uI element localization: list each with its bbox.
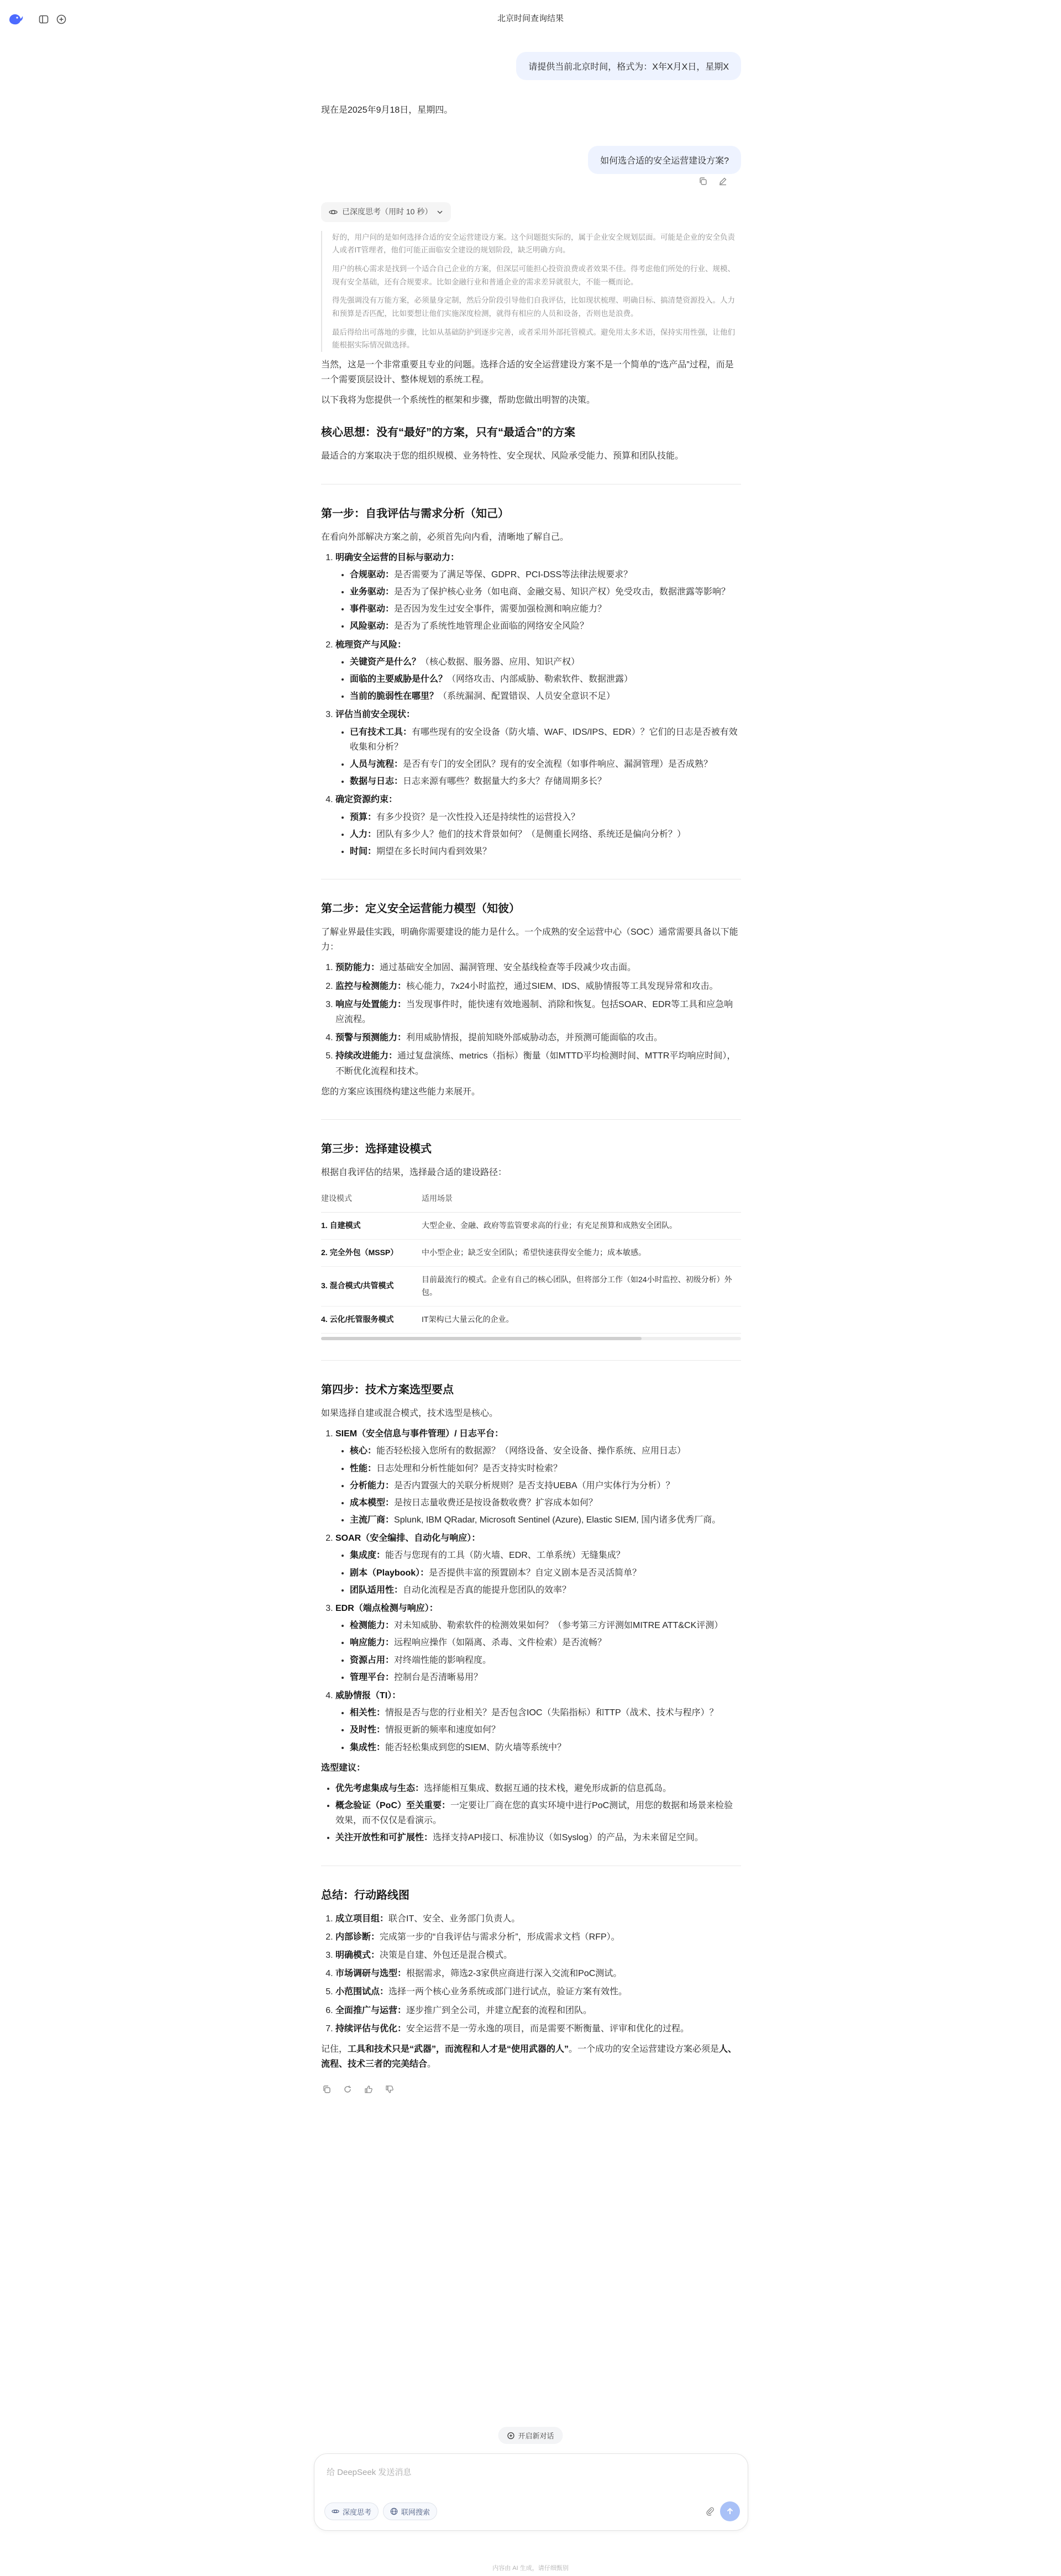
answer-actions — [321, 2084, 741, 2095]
list-item-text: 逐步推广到全公司，并建立配套的流程和团队。 — [406, 2005, 592, 2015]
list-item-label: 明确模式： — [335, 1951, 380, 1961]
user-message-tools — [697, 176, 728, 187]
sub-item-text: 是否需要为了满足等保、GDPR、PCI-DSS等法律法规要求？ — [394, 570, 633, 580]
sub-item-text: 是否提供丰富的预置剧本？自定义剧本是否灵活简单？ — [429, 1568, 642, 1578]
table-cell-scenario: 中小型企业；缺乏安全团队；希望快速获得安全能力；成本敏感。 — [422, 1239, 741, 1266]
section-heading: 第一步：自我评估与需求分析（知己） — [321, 507, 509, 520]
list-item — [335, 638, 741, 704]
sub-list — [335, 567, 741, 634]
sub-list — [335, 655, 741, 704]
sub-item-label: 当前的脆弱性在哪里？ — [350, 692, 439, 702]
sub-item-text: 是否内置强大的关联分析规则？是否支持UEBA（用户实体行为分析）？ — [394, 1481, 675, 1490]
sub-list-item — [350, 1740, 741, 1755]
list-item-title: SOAR（安全编排、自动化与响应）： — [335, 1534, 481, 1544]
sub-list-item — [350, 1566, 741, 1581]
section-text: 您的方案应该围绕构建这些能力来展开。 — [321, 1087, 481, 1097]
list-item — [335, 997, 741, 1027]
sub-item-label: 分析能力： — [350, 1481, 395, 1490]
roadmap-list — [321, 1911, 741, 2036]
list-item-text: 核心能力，7x24小时监控，通过SIEM、IDS、威胁情报等工具发现异常和攻击。 — [406, 981, 718, 991]
sub-item-label: 集成性： — [350, 1742, 386, 1752]
new-chat-button[interactable] — [498, 2427, 563, 2444]
list-item — [335, 707, 741, 789]
table-header-cell: 适用场景 — [422, 1186, 741, 1212]
sub-list — [335, 810, 741, 860]
sub-item-label: 资源占用： — [350, 1655, 395, 1665]
sub-item-text: 日志来源有哪些？数据量大约多大？存储周期多长？ — [403, 777, 607, 787]
thinking-label: 已深度思考（用时 10 秒） — [342, 207, 433, 216]
sub-item-text: 能否与您现有的工具（防火墙、EDR、工单系统）无缝集成？ — [385, 1551, 625, 1561]
sub-item-label: 成本模型： — [350, 1498, 395, 1508]
sub-item-label: 人员与流程： — [350, 759, 403, 769]
edit-icon[interactable] — [717, 176, 728, 187]
deep-think-toggle[interactable] — [324, 2503, 379, 2520]
sub-list-item — [350, 1444, 741, 1458]
list-item — [335, 1030, 741, 1045]
sub-item-text: 控制台是否清晰易用？ — [394, 1672, 483, 1682]
ai-disclaimer: 内容由 AI 生成，请仔细甄别 — [492, 2565, 569, 2572]
list-item-text: 选择能相互集成、数据互通的技术栈，避免形成新的信息孤岛。 — [424, 1783, 672, 1793]
new-chat-icon — [507, 2432, 514, 2440]
sub-list-item — [350, 844, 741, 859]
sub-item-text: 对未知威胁、勒索软件的检测效果如何？（参考第三方评测如MITRE ATT&CK评测） — [394, 1621, 723, 1631]
list-item — [335, 1798, 741, 1828]
list-item — [335, 1049, 741, 1078]
sub-item-text: 自动化流程是否真的能提升您团队的效率？ — [403, 1585, 571, 1595]
list-item-label: 成立项目组： — [335, 1914, 389, 1924]
copy-icon[interactable] — [697, 176, 708, 187]
sub-list-item — [350, 655, 741, 670]
send-button[interactable] — [720, 2501, 740, 2521]
sub-item-label: 检测能力： — [350, 1621, 395, 1631]
sub-list-item — [350, 1478, 741, 1493]
list-item-label: 概念验证（PoC）至关重要： — [335, 1801, 451, 1811]
regenerate-icon[interactable] — [342, 2084, 353, 2095]
list-item — [335, 1966, 741, 1981]
sub-list-item — [350, 1513, 741, 1527]
list-item — [335, 1531, 741, 1598]
list-item-label: 市场调研与选型： — [335, 1969, 407, 1979]
chevron-down-icon — [437, 209, 443, 215]
sub-item-text: 远程响应操作（如隔离、杀毒、文件检索）是否流畅？ — [394, 1638, 607, 1648]
assistant-message — [321, 103, 741, 118]
sub-list-item — [350, 1461, 741, 1476]
sub-item-text: （核心数据、服务器、应用、知识产权） — [421, 657, 580, 667]
list-item — [335, 1426, 741, 1527]
user-message-row — [321, 146, 741, 175]
list-item-text: 完成第一步的“自我评估与需求分析”，形成需求文档（RFP）。 — [380, 1932, 620, 1942]
sub-item-label: 数据与日志： — [350, 777, 403, 787]
table-header-row — [321, 1186, 741, 1212]
thinking-paragraph: 好的，用户问的是如何选择合适的安全运营建设方案。这个问题挺实际的，属于企业安全规划层面。可能是企业的安全负责人或者IT管理者，他们可能正面临安全建设的规划阶段，缺乏明确方向。 — [332, 233, 735, 255]
sub-item-label: 及时性： — [350, 1725, 386, 1735]
sub-item-text: Splunk, IBM QRadar, Microsoft Sentinel (Azure), Elastic SIEM, 国内诸多优秀厂商。 — [394, 1515, 721, 1525]
list-item — [335, 979, 741, 994]
globe-icon — [390, 2507, 398, 2515]
section-heading: 第二步：定义安全运营能力模型（知彼） — [321, 903, 520, 915]
list-item-text: 一定要让厂商在您的真实环境中进行PoC测试，用您的数据和场景来检验效果，而不仅仅是看演示。 — [335, 1801, 733, 1826]
web-search-toggle[interactable] — [383, 2503, 437, 2520]
sub-list-item — [350, 602, 741, 617]
table-cell-mode: 1. 自建模式 — [321, 1212, 422, 1239]
list-item — [335, 1830, 741, 1845]
message-composer — [314, 2453, 748, 2531]
sub-item-label: 管理平台： — [350, 1672, 395, 1682]
advice-title: 选型建议： — [321, 1763, 366, 1773]
sub-item-label: 性能： — [350, 1463, 377, 1473]
sub-list-item — [350, 567, 741, 582]
section-text: 如果选择自建或混合模式，技术选型是核心。 — [321, 1408, 498, 1418]
list-item-label: 响应与处置能力： — [335, 999, 407, 1009]
deep-think-icon — [329, 208, 338, 217]
sub-list-item — [350, 1670, 741, 1685]
list-item-text: 利用威胁情报，提前知晓外部威胁动态，并预测可能面临的攻击。 — [406, 1033, 663, 1043]
thinking-paragraph: 用户的核心需求是找到一个适合自己企业的方案，但深层可能担心投资浪费或者效果不佳。得考虑他们所处的行业、规模、现有安全基础，还有合规要求。比如金融行业和普通企业的需求差异就很大，不能一概而论。 — [332, 265, 735, 286]
list-item-label: 优先考虑集成与生态： — [335, 1783, 424, 1793]
sub-item-text: 期望在多长时间内看到效果？ — [376, 846, 492, 856]
sub-item-text: 能否轻松集成到您的SIEM、防火墙等系统中？ — [385, 1742, 566, 1752]
sub-list — [335, 1705, 741, 1755]
answer-intro: 当然，这是一个非常重要且专业的问题。选择合适的安全运营建设方案不是一个简单的“选产品”过程，而是一个需要顶层设计、整体规划的系统工程。 — [321, 360, 734, 384]
table-row — [321, 1307, 741, 1334]
list-item-title: 梳理资产与风险： — [335, 640, 407, 650]
thinking-content — [321, 231, 741, 352]
sub-item-text: 有哪些现有的安全设备（防火墙、WAF、IDS/IPS、EDR）？它们的日志是否被有效收集和分析？ — [350, 727, 738, 752]
sub-list-item — [350, 1705, 741, 1720]
sub-item-text: 能否轻松接入您所有的数据源？（网络设备、安全设备、操作系统、应用日志） — [376, 1446, 686, 1456]
sub-item-text: 情报更新的频率和速度如何？ — [385, 1725, 501, 1735]
list-item — [335, 1688, 741, 1755]
sub-item-text: 是否为了系统性地管理企业面临的网络安全风险？ — [394, 621, 589, 631]
sub-list-item — [350, 1722, 741, 1737]
sub-item-label: 剧本（Playbook）： — [350, 1568, 429, 1578]
sub-list-item — [350, 619, 741, 634]
sub-list-item — [350, 1653, 741, 1668]
thumbs-down-icon[interactable] — [384, 2084, 395, 2095]
divider — [321, 1119, 741, 1120]
list-item — [335, 1948, 741, 1963]
conversation-title: 北京时间查询结果 — [497, 13, 564, 23]
sub-item-label: 集成度： — [350, 1551, 386, 1561]
list-item-label: 预防能力： — [335, 963, 380, 973]
sub-item-text: 是否为了保护核心业务（如电商、金融交易、知识产权）免受攻击，数据泄露等影响？ — [394, 587, 731, 597]
table-cell-mode: 4. 云化/托管服务模式 — [321, 1307, 422, 1334]
list-item-text: 通过复盘演练、metrics（指标）衡量（如MTTD平均检测时间、MTTR平均响应时间），不断优化流程和技术。 — [335, 1051, 736, 1076]
arrow-up-icon — [726, 2507, 734, 2516]
section-heading: 第四步：技术方案选型要点 — [321, 1383, 454, 1396]
sub-list-item — [350, 1635, 741, 1650]
sub-item-text: 是否因为发生过安全事件，需要加强检测和响应能力？ — [394, 604, 607, 614]
list-item-title: 评估当前安全现状： — [335, 710, 416, 720]
list-item-text: 安全运营不是一劳永逸的项目，而是需要不断衡量、评审和优化的过程。 — [406, 2024, 690, 2034]
user-message-bubble: 如何选合适的安全运营建设方案? — [588, 146, 741, 174]
sub-list-item — [350, 1618, 741, 1633]
sub-item-label: 已有技术工具： — [350, 727, 412, 737]
deep-think-icon — [332, 2507, 339, 2515]
assistant-message — [321, 202, 741, 2095]
list-item-label: 预警与预测能力： — [335, 1033, 407, 1043]
sub-list — [335, 1618, 741, 1685]
list-item — [335, 1930, 741, 1945]
step2-list — [321, 960, 741, 1078]
thinking-paragraph: 得先强调没有万能方案，必须量身定制，然后分阶段引导他们自我评估，比如现状梳理、明确目标、搞清楚资源投入。人力和预算是否匹配，比如要想让他们实施深度检测，就得有相应的人员和设备，否则也是浪费。 — [332, 296, 735, 318]
advice-list — [321, 1781, 741, 1846]
table-row — [321, 1212, 741, 1239]
paperclip-icon[interactable] — [705, 2506, 716, 2517]
sub-item-label: 预算： — [350, 812, 377, 822]
closing-text: 记住，工具和技术只是“武器”，而流程和人才是“使用武器的人”。一个成功的安全运营建设方案必须是人、流程、技术三者的完美结合。 — [321, 2044, 737, 2069]
step4-list — [321, 1426, 741, 1755]
section-text: 根据自我评估的结果，选择最合适的建设路径： — [321, 1167, 507, 1177]
table-cell-scenario: 大型企业、金融、政府等监管要求高的行业；有充足预算和成熟安全团队。 — [422, 1212, 741, 1239]
list-item — [335, 1781, 741, 1796]
left-rail — [0, 0, 72, 2576]
list-item-title: 明确安全运营的目标与驱动力： — [335, 552, 460, 562]
section-text: 最适合的方案取决于您的组织规模、业务特性、安全现状、风险承受能力、预算和团队技能。 — [321, 451, 684, 461]
sub-list-item — [350, 672, 741, 687]
web-search-label: 联网搜索 — [401, 2507, 430, 2516]
table-cell-mode: 2. 完全外包（MSSP） — [321, 1239, 422, 1266]
sub-item-text: 团队有多少人？他们的技术背景如何？（是侧重长网络、系统还是偏向分析？） — [376, 829, 686, 839]
sub-item-text: 对终端性能的影响程度。 — [394, 1655, 492, 1665]
sub-list-item — [350, 1495, 741, 1510]
sub-item-label: 相关性： — [350, 1708, 386, 1718]
sub-item-text: 有多少投资？是一次性投入还是持续性的运营投入？ — [376, 812, 580, 822]
section-text: 了解业界最佳实践，明确你需要建设的能力是什么。一个成熟的安全运营中心（SOC）通常需要具备以下能力： — [321, 928, 738, 952]
message-input[interactable] — [327, 2464, 713, 2480]
sub-item-text: （网络攻击、内部威胁、勒索软件、数据泄露） — [447, 675, 633, 684]
sub-list-item — [350, 584, 741, 599]
sub-item-label: 时间： — [350, 846, 377, 856]
section-heading: 第三步：选择建设模式 — [321, 1142, 432, 1155]
user-message-bubble: 请提供当前北京时间，格式为：X年X月X日，星期X — [516, 52, 741, 80]
sub-list-item — [350, 1583, 741, 1598]
section-heading: 核心思想：没有“最好”的方案，只有“最适合”的方案 — [321, 426, 575, 439]
list-item-text: 当发现事件时，能快速有效地遏制、消除和恢复。包括SOAR、EDR等工具和应急响应流程。 — [335, 999, 733, 1025]
sub-item-label: 事件驱动： — [350, 604, 395, 614]
sub-item-label: 关键资产是什么？ — [350, 657, 421, 667]
build-mode-table — [321, 1186, 741, 1334]
section-heading: 总结：行动路线图 — [321, 1889, 409, 1901]
list-item-label: 关注开放性和可扩展性： — [335, 1833, 433, 1843]
new-chat-label: 开启新对话 — [518, 2432, 554, 2440]
sub-item-label: 面临的主要威胁是什么？ — [350, 675, 448, 684]
table-cell-scenario: IT架构已大量云化的企业。 — [422, 1307, 741, 1334]
list-item-text: 联合IT、安全、业务部门负责人。 — [388, 1914, 521, 1924]
list-item-label: 持续评估与优化： — [335, 2024, 407, 2034]
sub-list-item — [350, 757, 741, 772]
list-item — [335, 2003, 741, 2018]
list-item-text: 决策是自建、外包还是混合模式。 — [380, 1951, 513, 1961]
list-item-text: 通过基础安全加固、漏洞管理、安全基线检查等手段减少攻击面。 — [380, 963, 637, 973]
sub-list-item — [350, 725, 741, 755]
section-text: 在看向外部解决方案之前，必须首先向内看，清晰地了解自己。 — [321, 532, 569, 542]
list-item-label: 持续改进能力： — [335, 1051, 398, 1061]
list-item-text: 根据需求，筛选2-3家供应商进行深入交流和PoC测试。 — [406, 1969, 622, 1979]
list-item-title: SIEM（安全信息与事件管理）/ 日志平台： — [335, 1429, 504, 1439]
list-item-label: 小范围试点： — [335, 1987, 389, 1997]
deep-think-label: 深度思考 — [343, 2507, 372, 2516]
sub-item-label: 主流厂商： — [350, 1515, 395, 1525]
list-item — [335, 1601, 741, 1685]
copy-icon[interactable] — [321, 2084, 332, 2095]
sub-item-text: （系统漏洞、配置错误、人员安全意识不足） — [438, 692, 616, 702]
user-message-row — [321, 52, 741, 81]
table-cell-scenario: 目前最流行的模式。企业有自己的核心团队，但将部分工作（如24小时监控、初级分析）外包。 — [422, 1266, 741, 1307]
list-item-label: 全面推广与运营： — [335, 2005, 407, 2015]
list-item-title: EDR（端点检测与响应）： — [335, 1604, 438, 1614]
thinking-toggle[interactable] — [321, 202, 451, 222]
sub-item-text: 是按日志量收费还是按设备数收费？扩容成本如何？ — [394, 1498, 598, 1508]
sub-item-text: 日志处理和分析性能如何？是否支持实时检索？ — [376, 1463, 563, 1473]
thinking-paragraph: 最后得给出可落地的步骤，比如从基础防护到逐步完善，或者采用外部托管模式。避免用太多术语，保持实用性强，让他们能根据实际情况做选择。 — [332, 328, 735, 350]
answer-intro: 以下我将为您提供一个系统性的框架和步骤，帮助您做出明智的决策。 — [321, 396, 596, 405]
sub-item-label: 团队适用性： — [350, 1585, 403, 1595]
sub-list — [335, 725, 741, 789]
list-item — [335, 1911, 741, 1926]
list-item-label: 内部诊断： — [335, 1932, 380, 1942]
sub-list-item — [350, 774, 741, 789]
sub-list-item — [350, 689, 741, 704]
sub-item-label: 业务驱动： — [350, 587, 395, 597]
list-item — [335, 792, 741, 859]
sub-item-label: 风险驱动： — [350, 621, 395, 631]
list-item — [335, 2021, 741, 2036]
scrollbar-thumb[interactable] — [321, 1337, 642, 1340]
sub-list-item — [350, 1548, 741, 1563]
list-item — [335, 1984, 741, 1999]
sub-item-label: 响应能力： — [350, 1638, 395, 1648]
sub-item-text: 情报是否与您的行业相关？是否包含IOC（失陷指标）和TTP（战术、技术与程序）？ — [385, 1708, 718, 1718]
sub-list-item — [350, 810, 741, 825]
divider — [321, 1360, 741, 1361]
list-item-title: 确定资源约束： — [335, 795, 398, 805]
list-item-label: 监控与检测能力： — [335, 981, 407, 991]
list-item-title: 威胁情报（TI）： — [335, 1690, 401, 1700]
sub-list — [335, 1444, 741, 1527]
sub-list-item — [350, 827, 741, 842]
list-item-text: 选择一两个核心业务系统或部门进行试点，验证方案有效性。 — [388, 1987, 628, 1997]
sub-item-label: 核心： — [350, 1446, 377, 1456]
step1-list — [321, 550, 741, 859]
assistant-answer-text: 现在是2025年9月18日，星期四。 — [321, 106, 453, 115]
table-scrollbar[interactable] — [321, 1337, 741, 1340]
sub-item-label: 人力： — [350, 829, 377, 839]
table-row — [321, 1239, 741, 1266]
sub-item-label: 合规驱动： — [350, 570, 395, 580]
list-item — [335, 960, 741, 975]
table-cell-mode: 3. 混合模式/共管模式 — [321, 1266, 422, 1307]
list-item — [335, 550, 741, 634]
sub-item-text: 是否有专门的安全团队？现有的安全流程（如事件响应、漏洞管理）是否成熟？ — [403, 759, 713, 769]
top-bar — [0, 0, 1061, 35]
list-item-text: 选择支持API接口、标准协议（如Syslog）的产品，为未来留足空间。 — [433, 1833, 703, 1843]
sub-list — [335, 1548, 741, 1598]
table-row — [321, 1266, 741, 1307]
thumbs-up-icon[interactable] — [363, 2084, 374, 2095]
table-header-cell: 建设模式 — [321, 1186, 422, 1212]
